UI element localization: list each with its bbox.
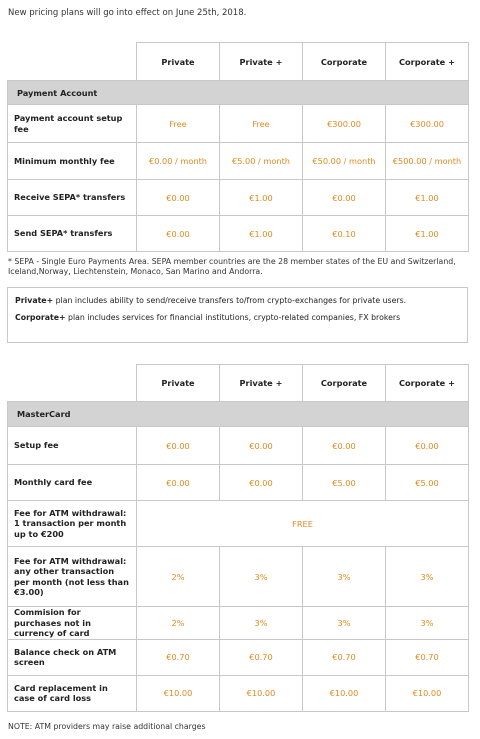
fee-value: €300.00 (303, 105, 386, 143)
fee-value: 2% (137, 547, 220, 607)
fee-value: €50.00 / month (303, 143, 386, 180)
table-row (8, 639, 469, 675)
fee-value: €10.00 (303, 675, 386, 711)
fee-value: €0.70 (303, 639, 386, 675)
table-row (8, 465, 469, 501)
fee-value: €0.00 (386, 427, 469, 465)
payment-account-table (7, 42, 469, 252)
fee-value: 3% (386, 547, 469, 607)
fee-value: €500.00 / month (386, 143, 469, 180)
fee-value: €0.00 (303, 427, 386, 465)
column-private-plus: Private + (220, 365, 303, 402)
fee-value: €5.00 / month (220, 143, 303, 180)
fee-value: €1.00 (386, 216, 469, 252)
fee-value: €10.00 (220, 675, 303, 711)
fee-value: Free (137, 105, 220, 143)
fee-value: €0.70 (137, 639, 220, 675)
table-row (8, 427, 469, 465)
mastercard-table (7, 364, 469, 712)
fee-value: Free (220, 105, 303, 143)
section-row (8, 402, 469, 427)
row-label: Send SEPA* transfers (8, 216, 137, 252)
fee-value: €0.00 / month (137, 143, 220, 180)
row-label: Minimum monthly fee (8, 143, 137, 180)
fee-value: €0.00 (303, 180, 386, 216)
table-row (8, 547, 469, 607)
fee-value: €0.10 (303, 216, 386, 252)
plan-text: plan includes services for financial institutions, crypto-related companies, FX brokers (65, 313, 401, 322)
fee-value: €0.00 (137, 427, 220, 465)
atm-note: NOTE: ATM providers may raise additional charges (8, 722, 206, 731)
corporate-plus-description (15, 313, 460, 323)
row-label: Fee for ATM withdrawal: any other transaction per month (not less than €3.00) (8, 547, 137, 607)
fee-value: €0.00 (137, 180, 220, 216)
plans-description-box (7, 287, 468, 343)
table-row (8, 607, 469, 640)
fee-value: €5.00 (303, 465, 386, 501)
fee-value: €1.00 (386, 180, 469, 216)
fee-value: €0.00 (220, 465, 303, 501)
fee-value: 3% (220, 547, 303, 607)
pricing-notice: New pricing plans will go into effect on June 25th, 2018. (8, 8, 247, 18)
fee-value: €10.00 (386, 675, 469, 711)
fee-value-merged: FREE (137, 501, 469, 547)
fee-value: €0.00 (137, 465, 220, 501)
plan-text: plan includes ability to send/receive transfers to/from crypto-exchanges for private users. (53, 296, 407, 305)
fee-value: €300.00 (386, 105, 469, 143)
section-row (8, 81, 469, 105)
fee-value: €1.00 (220, 180, 303, 216)
table-row (8, 143, 469, 180)
column-corporate-plus: Corporate + (386, 43, 469, 81)
table-header-row (8, 43, 469, 81)
row-label: Balance check on ATM screen (8, 639, 137, 675)
fee-value: €1.00 (220, 216, 303, 252)
fee-value: €5.00 (386, 465, 469, 501)
column-private: Private (137, 365, 220, 402)
row-label: Setup fee (8, 427, 137, 465)
row-label: Receive SEPA* transfers (8, 180, 137, 216)
row-label: Fee for ATM withdrawal: 1 transaction per month up to €200 (8, 501, 137, 547)
sepa-footnote: * SEPA - Single Euro Payments Area. SEPA member countries are the 28 member states of the EU and Switzerland, Iceland,Norway, Liechtenstein, Monaco, San Marino and Andorra. (8, 257, 456, 276)
row-label: Commision for purchases not in currency of card (8, 607, 137, 640)
fee-value: 2% (137, 607, 220, 640)
row-label: Monthly card fee (8, 465, 137, 501)
column-private-plus: Private + (220, 43, 303, 81)
private-plus-description (15, 296, 460, 306)
fee-value: 3% (303, 607, 386, 640)
table-row (8, 105, 469, 143)
row-label: Payment account setup fee (8, 105, 137, 143)
fee-value: 3% (386, 607, 469, 640)
section-title-payment-account: Payment Account (8, 81, 469, 105)
fee-value: €0.70 (386, 639, 469, 675)
plan-name: Private+ (15, 296, 54, 305)
table-row (8, 675, 469, 711)
fee-value: €0.70 (220, 639, 303, 675)
header-empty-cell (8, 365, 137, 402)
section-title-mastercard: MasterCard (8, 402, 469, 427)
table-row (8, 501, 469, 547)
header-empty-cell (8, 43, 137, 81)
fee-value: 3% (220, 607, 303, 640)
fee-value: 3% (303, 547, 386, 607)
column-corporate: Corporate (303, 365, 386, 402)
table-header-row (8, 365, 469, 402)
fee-value: €10.00 (137, 675, 220, 711)
plan-name: Corporate+ (15, 313, 66, 322)
fee-value: €0.00 (137, 216, 220, 252)
column-corporate-plus: Corporate + (386, 365, 469, 402)
table-row (8, 180, 469, 216)
column-corporate: Corporate (303, 43, 386, 81)
table-row (8, 216, 469, 252)
row-label: Card replacement in case of card loss (8, 675, 137, 711)
column-private: Private (137, 43, 220, 81)
fee-value: €0.00 (220, 427, 303, 465)
